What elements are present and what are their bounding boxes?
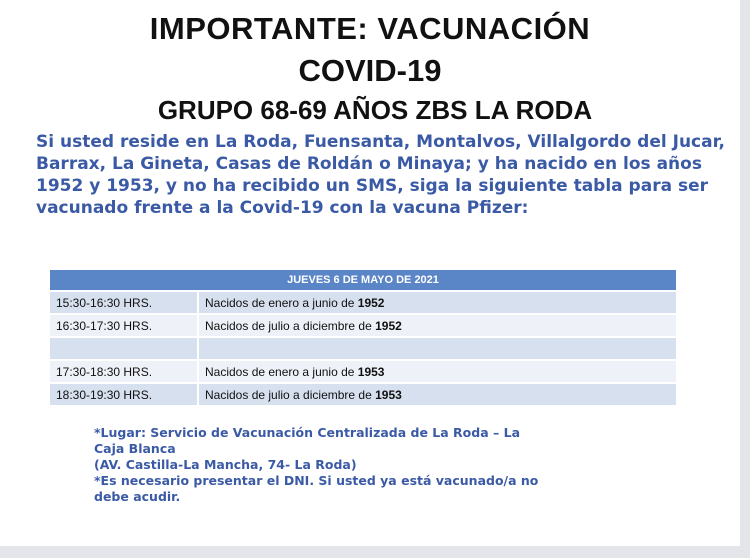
group-year: 1953 (375, 387, 402, 402)
group-text: Nacidos de enero a junio de (205, 364, 358, 379)
group-year: 1953 (357, 364, 385, 379)
group-text: Nacidos de julio a diciembre de (205, 387, 376, 402)
table-row-empty (50, 337, 676, 360)
schedule-header: JUEVES 6 DE MAYO DE 2021 (50, 270, 676, 291)
group-cell (198, 383, 676, 405)
group-cell (198, 314, 676, 337)
group-year: 1952 (357, 295, 385, 310)
title-line-1: IMPORTANTE: VACUNACIÓN (149, 11, 591, 46)
group-cell (198, 291, 676, 314)
time-cell: 18:30-19:30 HRS. (50, 383, 198, 405)
table-row (50, 360, 676, 383)
time-cell: 17:30-18:30 HRS. (50, 360, 198, 383)
dni-note-line-2: debe acudir. (94, 489, 181, 504)
title-line-2: COVID-19 (298, 53, 442, 88)
table-row (50, 314, 676, 337)
group-text: Nacidos de julio a diciembre de (205, 318, 376, 333)
table-row (50, 383, 676, 405)
time-cell: 15:30-16:30 HRS. (50, 291, 198, 314)
intro-paragraph: Si usted reside en La Roda, Fuensanta, Montalvos, Villalgordo del Jucar, Barrax, La Gineta, Casas de Roldán o Minaya; y ha nacido en los años 1952 y 1953, y no ha recibido un SMS, siga la siguiente tabla para ser vacunado frente a la Covid-19 con la vacuna Pfizer: (36, 132, 725, 218)
location-note-line-1: *Lugar: Servicio de Vacunación Centralizada de La Roda – La (94, 425, 521, 440)
location-note-line-2: Caja Blanca (94, 441, 176, 456)
notes-block (94, 425, 624, 505)
address-note: (AV. Castilla-La Mancha, 74- La Roda) (94, 457, 357, 472)
subtitle: GRUPO 68-69 AÑOS ZBS LA RODA (157, 95, 593, 125)
dni-note-line-1: *Es necesario presentar el DNI. Si usted ya está vacunado/a no (94, 473, 539, 488)
schedule-table (50, 270, 676, 405)
group-cell (198, 337, 676, 360)
time-cell: 16:30-17:30 HRS. (50, 314, 198, 337)
time-cell (50, 337, 198, 360)
group-year: 1952 (375, 318, 402, 333)
group-cell (198, 360, 676, 383)
table-row (50, 291, 676, 314)
group-text: Nacidos de enero a junio de (205, 295, 358, 310)
